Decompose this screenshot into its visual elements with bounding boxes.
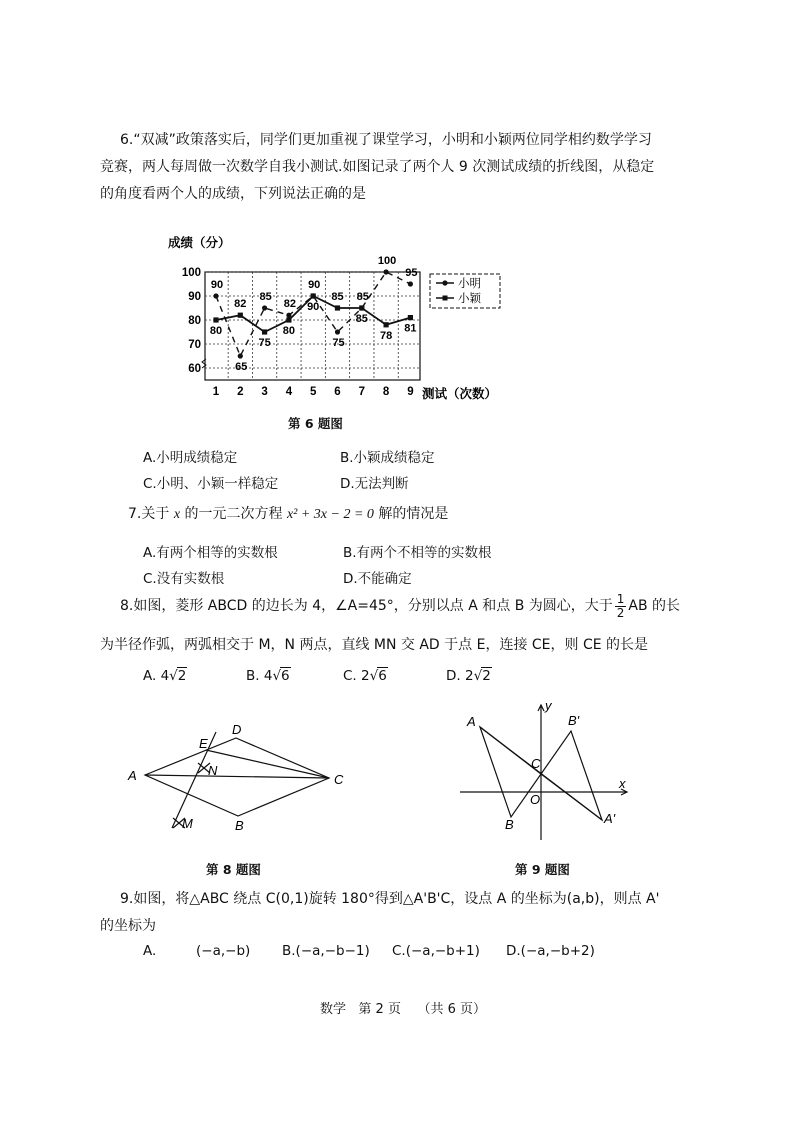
data-label: 80 <box>282 325 296 337</box>
q9-rotation-figure <box>455 700 635 845</box>
data-label: 75 <box>258 337 271 349</box>
data-label: 65 <box>235 361 248 373</box>
legend-label-xiaoming: 小明 <box>458 278 481 290</box>
q8-option-b: B. 4√6 <box>246 668 290 684</box>
label-m: M <box>182 816 193 831</box>
x-tick-label: 8 <box>382 386 390 398</box>
y-tick-label: 80 <box>188 315 201 327</box>
y-tick-label: 70 <box>188 339 201 351</box>
data-point-square <box>359 305 364 310</box>
label-a-prime: A' <box>604 811 616 826</box>
data-label: 82 <box>234 298 247 311</box>
y-tick-label: 60 <box>188 363 201 375</box>
data-point-square <box>286 317 291 322</box>
legend <box>430 274 500 308</box>
label-n: N <box>208 763 218 778</box>
label-y: y <box>545 700 552 713</box>
q7-option-a: A.有两个相等的实数根 <box>143 545 278 561</box>
segment-ce <box>206 750 329 778</box>
diagonal-ac <box>145 775 329 778</box>
legend-marker-square <box>443 296 448 301</box>
q8-option-a: A. 4√2 <box>143 668 187 684</box>
data-label: 85 <box>331 291 344 303</box>
q6-option-d: D.无法判断 <box>340 476 409 492</box>
x-tick-label: 2 <box>237 386 244 398</box>
data-point-circle <box>408 281 413 286</box>
q6-caption: 第 6 题图 <box>288 416 343 431</box>
x-tick-label: 3 <box>261 386 268 398</box>
q7-option-c: C.没有实数根 <box>143 571 225 587</box>
y-axis-label: 成绩（分） <box>168 236 231 250</box>
x-tick-label: 4 <box>285 386 293 398</box>
q6-option-a: A.小明成绩稳定 <box>143 450 238 466</box>
data-point-square <box>384 322 389 327</box>
q8-line-1: 8.如图，菱形 ABCD 的边长为 4，∠A=45°，分别以点 A 和点 B 为圆心，大于 $\frac{1}{2}$ AB 的长 <box>120 591 681 620</box>
data-label: 85 <box>259 291 272 303</box>
q8-line-2: 为半径作弧，两弧相交于 M，N 两点，直线 MN 交 AD 于点 E，连接 CE，则 CE 的长是 <box>100 637 649 653</box>
data-point-square <box>311 293 316 298</box>
q6-line-chart <box>160 228 520 408</box>
q8-fraction-half: $\frac{1}{2}$ <box>616 591 625 620</box>
q9-option-b: B.(−a,−b−1) <box>282 943 370 959</box>
data-label: 75 <box>332 337 345 349</box>
q6-line-3: 的角度看两个人的成绩，下列说法正确的是 <box>100 186 366 202</box>
label-c: C <box>334 772 344 787</box>
x-tick-label: 6 <box>334 386 341 398</box>
data-label: 100 <box>377 255 397 267</box>
label-b-prime: B' <box>568 713 580 728</box>
line-mn <box>172 732 216 828</box>
data-label: 85 <box>356 291 369 303</box>
data-label: 90 <box>307 301 320 313</box>
q8-caption: 第 8 题图 <box>206 862 261 877</box>
data-point-circle <box>213 293 218 298</box>
data-point-circle <box>384 269 389 274</box>
label-e: E <box>199 736 208 751</box>
x-tick-label: 5 <box>309 386 317 398</box>
label-x: x <box>619 776 626 791</box>
y-tick-label: 100 <box>181 267 201 279</box>
q6-line-2: 竞赛，两人每周做一次数学自我小测试.如图记录了两个人 9 次测试成绩的折线图，从稳定 <box>100 159 655 175</box>
page-footer: 数学 第 2 页 （共 6 页） <box>320 1002 487 1017</box>
legend-marker-circle <box>442 280 447 285</box>
q9-option-c: C.(−a,−b+1) <box>392 943 480 959</box>
label-b: B <box>505 817 514 832</box>
q9-option-a-value: (−a,−b) <box>196 943 251 959</box>
q6-line-1: 6.“双减”政策落实后，同学们更加重视了课堂学习，小明和小颖两位同学相约数学学习 <box>120 132 652 148</box>
x-tick-label: 7 <box>358 386 366 398</box>
data-point-circle <box>262 305 267 310</box>
q7-equation: x² + 3x − 2 = 0 <box>286 507 374 522</box>
data-point-square <box>238 313 243 318</box>
data-point-circle <box>238 353 243 358</box>
q9-line-1: 9.如图，将△ABC 绕点 C(0,1)旋转 180°得到△A'B'C，设点 A 的坐标为(a,b)，则点 A' <box>120 891 660 907</box>
data-label: 81 <box>404 322 417 335</box>
label-b: B <box>235 818 244 833</box>
q9-option-a-label: A. <box>143 943 157 959</box>
q7-option-d: D.不能确定 <box>343 571 412 587</box>
data-label: 82 <box>283 298 297 311</box>
label-d: D <box>232 722 242 737</box>
data-label: 78 <box>379 329 393 342</box>
data-label: 80 <box>209 325 223 337</box>
data-point-square <box>262 329 267 334</box>
data-point-square <box>408 315 413 320</box>
data-point-square <box>213 317 218 322</box>
q8-rhombus-figure <box>120 718 360 848</box>
q7-stem: 7.关于 x 的一元二次方程 x² + 3x − 2 = 0 解的情况是 <box>128 506 449 522</box>
q9-option-d: D.(−a,−b+2) <box>506 943 595 959</box>
legend-label-xiaoying: 小颖 <box>458 293 481 305</box>
label-c: C <box>531 756 541 771</box>
x-axis-label: 测试（次数） <box>422 387 498 401</box>
q8-option-c: C. 2√6 <box>343 668 387 684</box>
triangle-a2b2c <box>541 731 602 820</box>
q7-option-b: B.有两个不相等的实数根 <box>343 545 492 561</box>
q9-caption: 第 9 题图 <box>515 862 570 877</box>
label-o: O <box>530 792 541 807</box>
data-label: 90 <box>210 279 224 291</box>
label-a: A <box>467 714 476 729</box>
q8-option-d: D. 2√2 <box>446 668 491 684</box>
q6-option-b: B.小颖成绩稳定 <box>340 450 435 466</box>
y-tick-label: 90 <box>188 291 201 303</box>
data-label: 85 <box>355 313 368 325</box>
x-tick-label: 9 <box>407 386 414 398</box>
x-tick-label: 1 <box>212 386 220 398</box>
data-label: 90 <box>308 279 321 291</box>
q6-option-c: C.小明、小颖一样稳定 <box>143 476 279 492</box>
data-label: 95 <box>405 267 418 279</box>
data-point-circle <box>335 329 340 334</box>
data-point-square <box>335 305 340 310</box>
q9-line-2: 的坐标为 <box>100 918 156 934</box>
label-a: A <box>128 768 137 783</box>
